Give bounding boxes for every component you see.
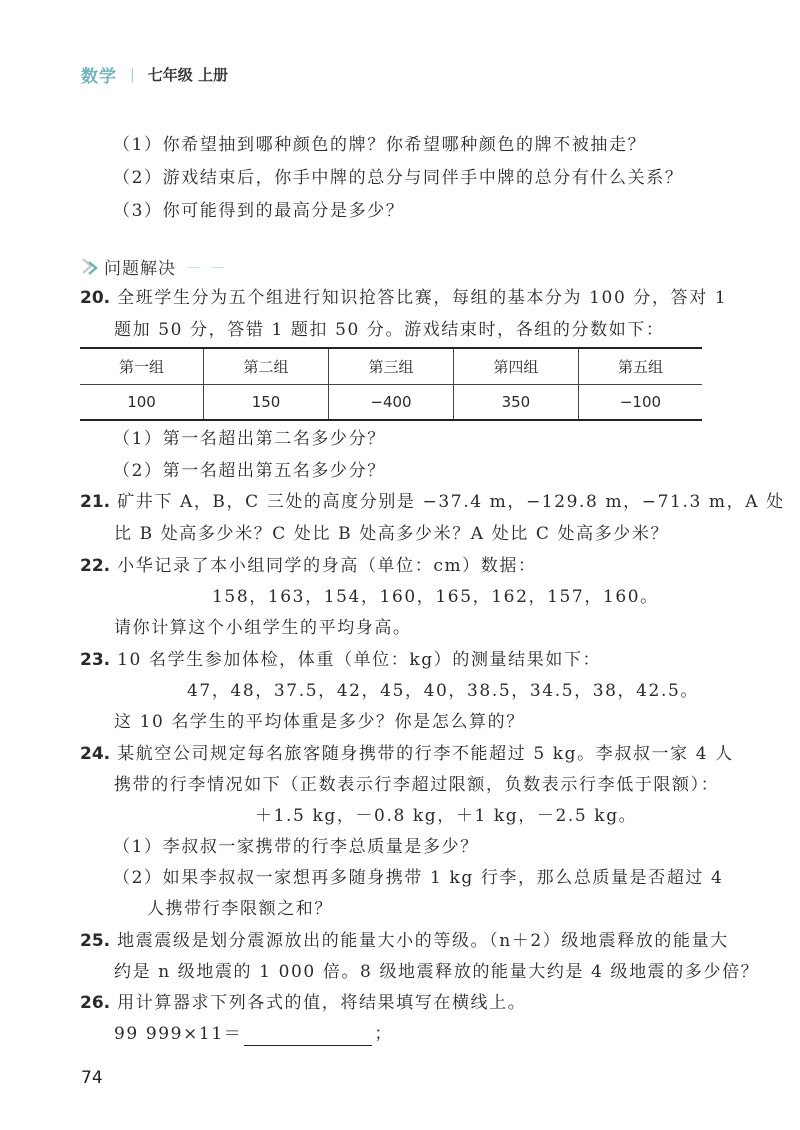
section-chevron-icon [80,256,102,278]
score-table-header: 第二组 [204,348,329,384]
q21-line1 [80,490,785,514]
q21-number: 21. [80,492,111,512]
q20-sub2: （2）第一名超出第五名多少分？ [113,461,386,481]
q25-line2: 约是 n 级地震的 1 000 倍。8 级地震释放的能量大约是 4 级地震的多少倍？ [114,962,760,982]
q25-text-1: 地震震级是划分震源放出的能量大小的等级。（n＋2）级地震释放的能量大 [117,931,729,951]
header-separator: | [130,66,135,83]
q21-text-1: 矿井下 A，B，C 三处的高度分别是 −37.4 m，−129.8 m，−71.3 m，A 处 [117,492,785,512]
q24-sub2a: （2）如果李叔叔一家想再多随身携带 1 kg 行李，那么总质量是否超过 4 [113,868,724,888]
q20-line1 [80,286,727,310]
q26-text-1: 用计算器求下列各式的值，将结果填写在横线上。 [117,993,527,1013]
q24-sub1: （1）李叔叔一家携带的行李总质量是多少？ [113,837,479,857]
game-question-3: （3）你可能得到的最高分是多少？ [113,201,405,221]
q23-text-1: 10 名学生参加体检，体重（单位：kg）的测量结果如下： [117,650,602,670]
q20-sub1: （1）第一名超出第二名多少分？ [113,429,386,449]
q24-number: 24. [80,744,111,764]
q26-tail: ； [374,1024,393,1044]
header-subject: 数学 [81,67,117,87]
score-table-cell: −400 [329,384,454,420]
score-table-cell: −100 [578,384,702,420]
score-table-header: 第四组 [453,348,578,384]
section-heading [80,254,228,279]
q26-expression: 99 999×11＝ [114,1024,243,1044]
score-table-header: 第一组 [80,348,204,384]
q20-text-1: 全班学生分为五个组进行知识抢答比赛，每组的基本分为 100 分，答对 1 [117,288,728,308]
section-title: 问题解决 [104,259,176,279]
answer-blank[interactable] [244,1028,372,1046]
score-table-cell: 100 [80,384,204,420]
running-header [81,62,228,87]
q26-line1 [80,991,526,1015]
q22-number: 22. [80,556,111,576]
q24-line2: 携带的行李情况如下（正数表示行李超过限额，负数表示行李低于限额）： [114,775,720,795]
q24-data: ＋1.5 kg，－0.8 kg，＋1 kg，－2.5 kg。 [255,806,638,826]
page-number: 74 [81,1068,103,1088]
section-dash: — — [188,259,228,274]
q26-expression-line [114,1022,393,1046]
q22-text-1: 小华记录了本小组同学的身高（单位：cm）数据： [117,556,537,576]
q23-line1 [80,648,601,672]
score-table-header-row [80,348,702,384]
q22-line3: 请你计算这个小组学生的平均身高。 [114,618,412,638]
q23-data: 47，48，37.5，42，45，40，38.5，34.5，38，42.5。 [187,681,699,701]
q25-line1 [80,929,729,953]
q20-line2: 题加 50 分，答错 1 题扣 50 分。游戏结束时，各组的分数如下： [114,320,665,340]
q24-line1 [80,742,734,766]
q25-number: 25. [80,931,111,951]
q23-number: 23. [80,650,111,670]
header-grade: 七年级 上册 [147,66,228,84]
q22-line1 [80,554,537,578]
game-question-1: （1）你希望抽到哪种颜色的牌？你希望哪种颜色的牌不被抽走？ [113,135,647,155]
score-table-header: 第五组 [578,348,702,384]
q23-line3: 这 10 名学生的平均体重是多少？你是怎么算的？ [114,712,525,732]
score-table-cell: 150 [204,384,329,420]
score-table [80,347,702,421]
score-table-cell: 350 [453,384,578,420]
q20-number: 20. [80,288,111,308]
score-table-value-row [80,384,702,420]
q24-text-1: 某航空公司规定每名旅客随身携带的行李不能超过 5 kg。李叔叔一家 4 人 [117,744,734,764]
q24-sub2b: 人携带行李限额之和？ [147,899,333,919]
score-table-header: 第三组 [329,348,454,384]
game-question-2: （2）游戏结束后，你手中牌的总分与同伴手中牌的总分有什么关系？ [113,168,684,188]
q22-data: 158，163，154，160，165，162，157，160。 [212,587,659,607]
q26-number: 26. [80,993,111,1013]
q21-line2: 比 B 处高多少米？C 处比 B 处高多少米？A 处比 C 处高多少米？ [114,524,670,544]
